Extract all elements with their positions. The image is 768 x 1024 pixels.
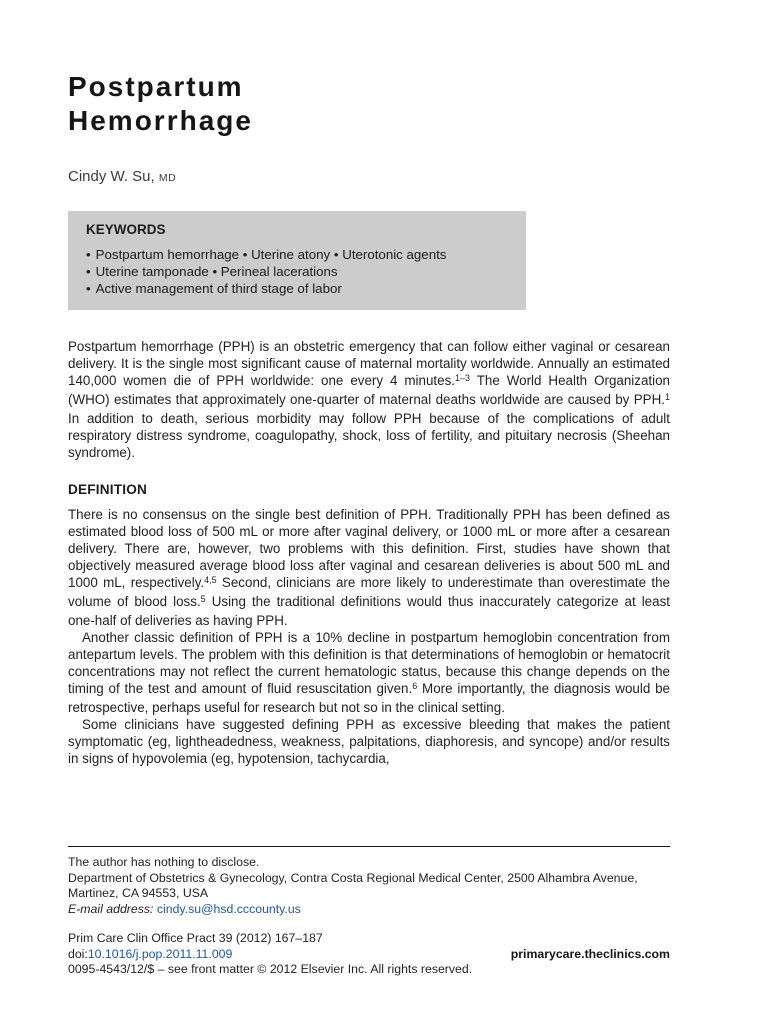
author-affiliation: Department of Obstetrics & Gynecology, Contra Costa Regional Medical Center, 2500 Alhambra Avenue, Martinez, CA 94553, USA (68, 870, 638, 900)
article-title-line-1: Postpartum (68, 71, 244, 102)
definition-paragraph: There is no consensus on the single best definition of PPH. Traditionally PPH has been defined as estimated blood loss of 500 mL or more after vaginal delivery, or 1000 mL or more after a cesarean delivery. There are, however, two problems with this definition. First, studies have shown that objectively measured average blood loss after vaginal and cesarean deliveries is about 500 mL and 1000 mL, respectively.$^{4,5}$ Second, clinicians are more likely to underestimate than overestimate the volume of blood loss.$^5$ Using the traditional definitions would thus inaccurately categorize at least one-half of deliveries as having PPH. (68, 507, 670, 629)
doi-label: doi: (68, 946, 88, 961)
definition-paragraph: Another classic definition of PPH is a 10% decline in postpartum hemoglobin concentration from antepartum levels. The problem with this definition is that determinations of hemoglobin or hematocrit concentrations may not reflect the current hematologic status, because this change depends on the timing of the test and amount of fluid resuscitation given.$^6$ More importantly, the diagnosis would be retrospective, perhaps useful for research but not so in the clinical setting. (68, 630, 670, 716)
keyword-text: Uterine tamponade • Perineal lacerations (95, 264, 338, 280)
author-degree: MD (158, 172, 177, 185)
journal-site-link[interactable]: primarycare.theclinics.com (510, 946, 670, 961)
author-line (68, 168, 670, 185)
disclosure-note: The author has nothing to disclose. (68, 855, 260, 869)
doi-link[interactable]: 10.1016/j.pop.2011.11.009 (87, 946, 233, 961)
keyword-line (86, 280, 516, 297)
bullet-icon: • (86, 264, 91, 280)
keyword-line (86, 246, 516, 263)
page-content (68, 0, 670, 767)
doi-row (68, 947, 670, 963)
email-label: E-mail address: (68, 901, 154, 916)
copyright-line: 0095-4543/12/$ – see front matter © 2012 Elsevier Inc. All rights reserved. (68, 962, 473, 976)
keywords-heading: KEYWORDS (86, 222, 166, 238)
definition-section-body (68, 506, 670, 767)
doi-line (68, 947, 232, 963)
article-title (68, 70, 670, 138)
section-heading-definition: DEFINITION (68, 482, 148, 498)
journal-citation: Prim Care Clin Office Pract 39 (2012) 167–187 (68, 931, 323, 945)
bullet-icon: • (86, 281, 91, 297)
journal-citation-block (68, 931, 670, 978)
email-line (68, 902, 670, 918)
keyword-text: Active management of third stage of labor (95, 281, 342, 297)
keyword-text: Postpartum hemorrhage • Uterine atony • Uterotonic agents (95, 247, 447, 263)
page-footer (68, 846, 670, 978)
definition-paragraph: Some clinicians have suggested defining PPH as excessive bleeding that makes the patient symptomatic (eg, lightheadedness, weakness, palpitations, diaphoresis, and syncope) and/or results in signs of hypovolemia (eg, hypotension, tachycardia, (68, 717, 670, 767)
keywords-box (68, 211, 526, 310)
author-name: Cindy W. Su, (68, 168, 155, 186)
article-title-line-2: Hemorrhage (68, 105, 253, 137)
email-link[interactable]: cindy.su@hsd.cccounty.us (156, 901, 301, 916)
intro-paragraph: Postpartum hemorrhage (PPH) is an obstetric emergency that can follow either vaginal or cesarean delivery. It is the single most significant cause of maternal mortality worldwide. Annually an estimated 140,000 women die of PPH worldwide: one every 4 minutes.$^{1-3}$ The World Health Organization (WHO) estimates that approximately one-quarter of maternal deaths worldwide are caused by PPH.$^1$ In addition to death, serious morbidity may follow PPH because of the complications of adult respiratory distress syndrome, coagulopathy, shock, loss of fertility, and pituitary necrosis (Sheehan syndrome). (68, 339, 670, 461)
keyword-line (86, 263, 516, 280)
bullet-icon: • (86, 247, 91, 263)
